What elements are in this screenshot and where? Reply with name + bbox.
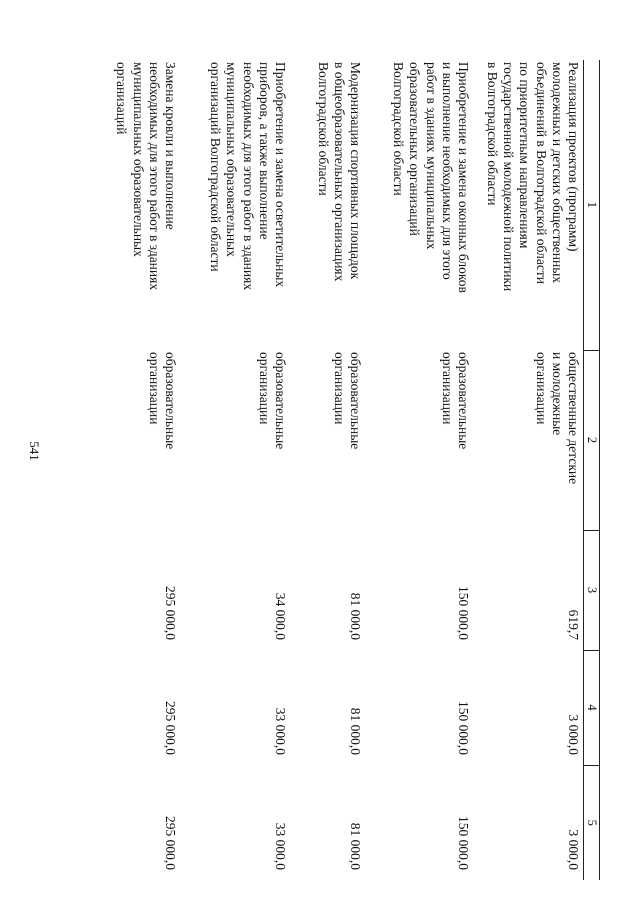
description-line: в общеобразовательных организациях: [331, 62, 347, 282]
row-value-col5: 33 000,0: [273, 822, 288, 870]
description-line: муниципальных образовательных: [224, 62, 240, 257]
recipient-line: организации: [533, 352, 549, 425]
page-number: 541: [27, 441, 42, 461]
recipient-line: образовательные: [348, 352, 363, 450]
description-line: Реализация проектов (программ): [566, 62, 581, 252]
row-recipient: [473, 350, 584, 530]
row-value-col4: 81 000,0: [348, 707, 363, 755]
table-row: [180, 60, 290, 880]
recipient-line: образовательные: [456, 352, 471, 450]
description-line: молодежных и детских общественных: [549, 62, 565, 284]
description-line: организаций: [114, 62, 130, 135]
row-description: [365, 60, 473, 350]
description-line: Приобретение и замена оконных блоков: [456, 62, 471, 293]
row-description: [180, 60, 290, 350]
description-line: в Волгоградской области: [485, 62, 501, 206]
row-value-col4: 3 000,0: [566, 714, 581, 755]
description-line: необходимых для этого работ в зданиях: [146, 62, 162, 291]
row-value-col5: 3 000,0: [566, 829, 581, 870]
recipient-line: организации: [146, 352, 162, 425]
description-line: Волгоградской области: [391, 62, 407, 196]
row-value-col3: 81 000,0: [348, 592, 363, 640]
row-value-col4: 295 000,0: [163, 701, 178, 755]
table-row: [365, 60, 473, 880]
row-value-col3: 150 000,0: [456, 586, 471, 640]
description-line: и выполнение необходимых для этого: [439, 62, 455, 280]
description-line: необходимых для этого работ в зданиях: [240, 62, 256, 291]
description-line: организаций Волгоградской области: [208, 62, 224, 272]
description-line: государственной молодежной политики: [501, 62, 517, 292]
row-value-col3: 34 000,0: [273, 592, 288, 640]
row-value-col5: 150 000,0: [456, 816, 471, 870]
row-value-col5: 295 000,0: [163, 816, 178, 870]
table-row: [473, 60, 584, 880]
row-description: [473, 60, 584, 350]
row-recipient: [290, 350, 365, 530]
row-description: [88, 60, 180, 350]
description-line: Модернизация спортивных площадок: [348, 62, 363, 280]
row-value-col4: 33 000,0: [273, 707, 288, 755]
recipient-line: образовательные: [163, 352, 178, 450]
recipient-line: организации: [439, 352, 455, 425]
recipient-line: образовательные: [273, 352, 288, 450]
description-line: образовательных организаций: [407, 62, 423, 236]
budget-table: [88, 60, 600, 880]
description-line: по приоритетным направлениям: [517, 62, 533, 249]
row-recipient: [365, 350, 473, 530]
row-value-col5: 81 000,0: [348, 822, 363, 870]
column-header-1: 1: [584, 60, 600, 350]
row-recipient: [180, 350, 290, 530]
row-value-col3: 295 000,0: [163, 586, 178, 640]
description-line: муниципальных образовательных: [130, 62, 146, 257]
row-value-col3: 619,7: [566, 609, 581, 640]
column-header-2: 2: [584, 350, 600, 530]
recipient-line: организации: [331, 352, 347, 425]
description-line: Замена кровли и выполнение: [163, 62, 178, 230]
recipient-line: организации: [256, 352, 272, 425]
description-line: объединений в Волгоградской области: [533, 62, 549, 284]
description-line: Приобретение и замена осветительных: [273, 62, 288, 288]
row-description: [290, 60, 365, 350]
column-header-4: 4: [584, 650, 600, 765]
column-header-3: 3: [584, 530, 600, 650]
recipient-line: и молодежные: [549, 352, 565, 436]
description-line: работ в зданиях муниципальных: [423, 62, 439, 250]
row-value-col4: 150 000,0: [456, 701, 471, 755]
table-row: [88, 60, 180, 880]
description-line: приборов, а также выполнение: [256, 62, 272, 240]
table-row: [290, 60, 365, 880]
header-row: [584, 60, 600, 880]
row-recipient: [88, 350, 180, 530]
rotated-table-wrapper: [80, 60, 600, 880]
description-line: Волгоградской области: [315, 62, 331, 196]
column-header-5: 5: [584, 765, 600, 880]
recipient-line: общественные детские: [566, 352, 581, 485]
